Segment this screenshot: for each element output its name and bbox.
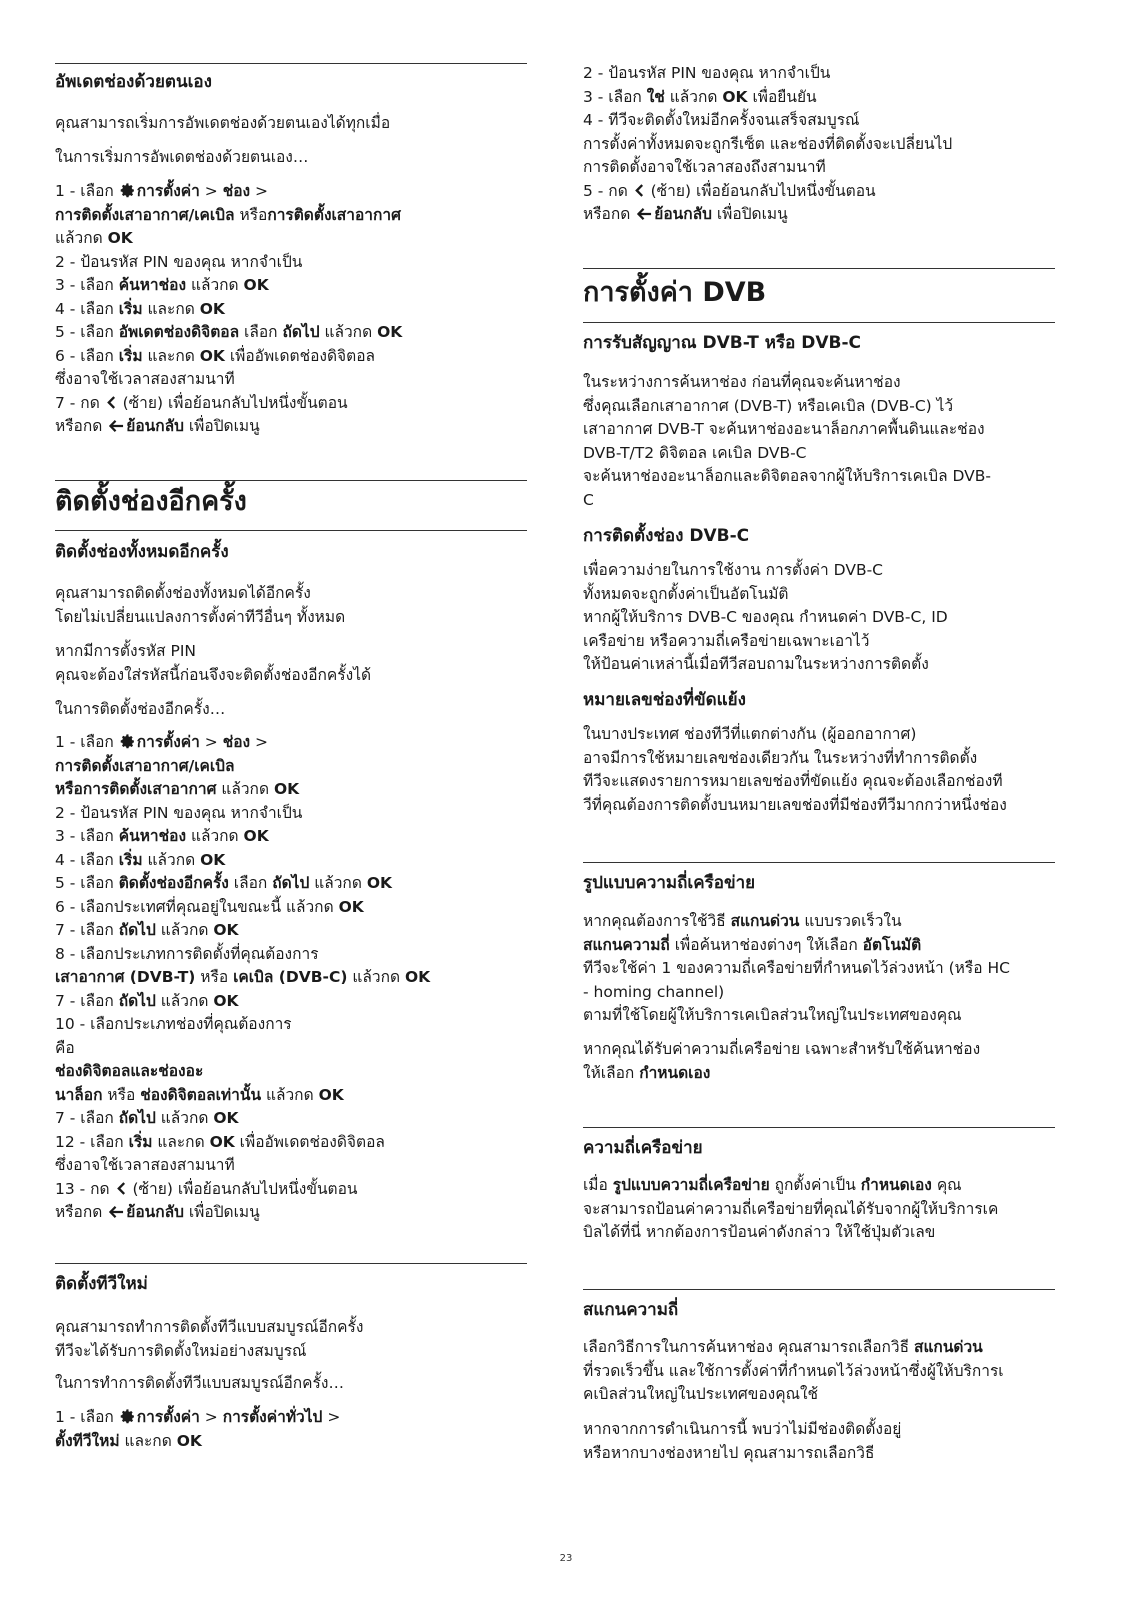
- step-4: 4 - ทีวีจะติดตั้งใหม่อีกครั้งจนเสร็จสมบูรณ์: [583, 111, 860, 129]
- text-line: ให้เลือก กำหนดเอง: [583, 1063, 711, 1082]
- paragraph-network-frequency-mode: [583, 910, 1010, 1028]
- text-line: โดยไม่เปลี่ยนแปลงการตั้งค่าทีวีอื่นๆ ทั้งหมด: [55, 607, 346, 626]
- heading-network-frequency-mode: รูปแบบความถี่เครือข่าย: [583, 873, 756, 893]
- section-rule: [583, 268, 1055, 269]
- step-1-cont: ตั้งทีวีใหม่ และกด OK: [55, 1431, 202, 1450]
- section-rule: [583, 1289, 1055, 1290]
- text-line: C: [583, 490, 594, 509]
- heading-update-manual: อัพเดตช่องด้วยตนเอง: [55, 72, 212, 92]
- text-line: ให้ป้อนค่าเหล่านี้เมื่อทีวีสอบถามในระหว่างการติดตั้ง: [583, 655, 929, 673]
- text-line: คเบิลส่วนใหญ่ในประเทศของคุณใช้: [583, 1385, 819, 1403]
- paragraph-frequency-scan: [583, 1336, 1004, 1407]
- step-1-cont: หรือการติดตั้งเสาอากาศ แล้วกด OK: [55, 780, 300, 798]
- text-line: วีที่คุณต้องการติดตั้งบนหมายเลขช่องที่มีช่องทีวีมากกว่าหนึ่งช่อง: [583, 795, 1007, 814]
- step-1: 1 - เลือก การตั้งค่า > ช่อง >: [55, 182, 269, 200]
- section-rule: [55, 1263, 527, 1264]
- heading-reinstall: ติดตั้งช่องอีกครั้ง: [55, 486, 247, 517]
- step-2: 2 - ป้อนรหัส PIN ของคุณ หากจำเป็น: [55, 252, 303, 271]
- paragraph-reception: [583, 371, 991, 512]
- step-8-cont: เสาอากาศ (DVB-T) หรือ เคเบิล (DVB-C) แล้วกด OK: [55, 968, 431, 986]
- text-line: หากคุณต้องการใช้วิธี สแกนด่วน แบบรวดเร็วใน: [583, 912, 902, 930]
- text-line: - homing channel): [583, 982, 725, 1001]
- back-arrow-icon: [109, 419, 124, 433]
- step-5: 5 - เลือก อัพเดตช่องดิจิตอล เลือก ถัดไป แล้วกด OK: [55, 323, 403, 341]
- text-line: ทีวีจะได้รับการติดตั้งใหม่อย่างสมบูรณ์: [55, 1341, 307, 1360]
- step-6-cont: ซึ่งอาจใช้เวลาสองสามนาที: [55, 370, 235, 388]
- heading-reinstall-all: ติดตั้งช่องทั้งหมดอีกครั้ง: [55, 542, 229, 562]
- step-1-cont: การติดตั้งเสาอากาศ/เคเบิล หรือการติดตั้งเสาอากาศ: [55, 205, 401, 224]
- step-10-cont: นาล็อก หรือ ช่องดิจิตอลเท่านั้น แล้วกด OK: [55, 1085, 344, 1104]
- paragraph-network-frequency: [583, 1174, 998, 1245]
- steps-reinstall-tv: [55, 1406, 340, 1453]
- step-4-cont: การติดตั้งอาจใช้เวลาสองถึงสามนาที: [583, 158, 826, 176]
- text-line: หากผู้ให้บริการ DVB-C ของคุณ กำหนดค่า DVB-C, ID: [583, 608, 948, 626]
- steps-update-manual: [55, 180, 402, 439]
- chevron-left-icon: [117, 1182, 126, 1195]
- step-4: 4 - เลือก เริ่ม แล้วกด OK: [55, 850, 226, 869]
- text-line: เพื่อความง่ายในการใช้งาน การตั้งค่า DVB-C: [583, 561, 883, 579]
- step-10-cont: ช่องดิจิตอลและช่องอะ: [55, 1062, 204, 1080]
- chevron-left-icon: [107, 396, 116, 409]
- text-line: หากจากการดำเนินการนี้ พบว่าไม่มีช่องติดตั้งอยู่: [583, 1420, 902, 1438]
- paragraph: [55, 640, 371, 687]
- step-12: 12 - เลือก เริ่ม และกด OK เพื่ออัพเดตช่องดิจิตอล: [55, 1132, 385, 1151]
- text-line: หากมีการตั้งรหัส PIN: [55, 642, 197, 660]
- step-7-cont: หรือกด ย้อนกลับ เพื่อปิดเมนู: [55, 417, 260, 435]
- heading-network-frequency: ความถี่เครือข่าย: [583, 1138, 703, 1158]
- step-4-cont: การตั้งค่าทั้งหมดจะถูกรีเซ็ต และช่องที่ติดตั้งจะเปลี่ยนไป: [583, 134, 953, 153]
- step-3: 3 - เลือก ใช่ แล้วกด OK เพื่อยืนยัน: [583, 87, 817, 106]
- text-line: เครือข่าย หรือความถี่เครือข่ายเฉพาะเอาไว้: [583, 631, 870, 650]
- text-line: ที่รวดเร็วขึ้น และใช้การตั้งค่าที่กำหนดไว้ล่วงหน้าซึ่งผู้ให้บริการเ: [583, 1361, 1004, 1380]
- heading-channel-conflict: หมายเลขช่องที่ขัดแย้ง: [583, 690, 746, 710]
- text-line: จะสามารถป้อนค่าความถี่เครือข่ายที่คุณได้รับจากผู้ให้บริการเค: [583, 1199, 999, 1218]
- page-number: 23: [559, 1553, 573, 1564]
- text-line: ในบางประเทศ ช่องทีวีที่แตกต่างกัน (ผู้ออกอากาศ): [583, 725, 917, 743]
- step-3: 3 - เลือก ค้นหาช่อง แล้วกด OK: [55, 276, 269, 294]
- step-11: 7 - เลือก ถัดไป แล้วกด OK: [55, 1109, 239, 1127]
- step-5: 5 - กด (ซ้าย) เพื่อย้อนกลับไปหนึ่งขั้นตอน: [583, 181, 876, 200]
- text-line: ในระหว่างการค้นหาช่อง ก่อนที่คุณจะค้นหาช่อง: [583, 373, 901, 391]
- text-line: เสาอากาศ DVB-T จะค้นหาช่องอะนาล็อกภาคพื้นดินและช่อง: [583, 420, 985, 438]
- gear-icon: [119, 733, 136, 750]
- step-3: 3 - เลือก ค้นหาช่อง แล้วกด OK: [55, 827, 269, 845]
- text-line: จะค้นหาช่องอะนาล็อกและดิจิตอลจากผู้ให้บริการเคเบิล DVB-: [583, 467, 991, 485]
- step-13: 13 - กด (ซ้าย) เพื่อย้อนกลับไปหนึ่งขั้นตอน: [55, 1179, 358, 1198]
- paragraph: ในการเริ่มการอัพเดตช่องด้วยตนเอง…: [55, 148, 309, 166]
- paragraph: [55, 582, 345, 629]
- gear-icon: [119, 182, 136, 199]
- paragraph: คุณสามารถเริ่มการอัพเดตช่องด้วยตนเองได้ทุกเมื่อ: [55, 114, 391, 132]
- heading-reception: การรับสัญญาณ DVB-T หรือ DVB-C: [583, 333, 861, 353]
- step-2: 2 - ป้อนรหัส PIN ของคุณ หากจำเป็น: [583, 64, 831, 82]
- text-line: ตามที่ใช้โดยผู้ให้บริการเคเบิลส่วนใหญ่ในประเทศของคุณ: [583, 1006, 962, 1024]
- step-1-cont: แล้วกด OK: [55, 229, 133, 247]
- step-6: 6 - เลือกประเทศที่คุณอยู่ในขณะนี้ แล้วกด OK: [55, 897, 364, 916]
- step-9: 7 - เลือก ถัดไป แล้วกด OK: [55, 991, 239, 1010]
- text-line: เลือกวิธีการในการค้นหาช่อง คุณสามารถเลือกวิธี สแกนด่วน: [583, 1338, 983, 1356]
- back-arrow-icon: [109, 1205, 124, 1219]
- step-12-cont: ซึ่งอาจใช้เวลาสองสามนาที: [55, 1156, 235, 1174]
- step-10-cont: คือ: [55, 1038, 75, 1057]
- paragraph: ในการติดตั้งช่องอีกครั้ง…: [55, 700, 226, 718]
- chevron-left-icon: [635, 184, 644, 197]
- text-line: คุณสามารถทำการติดตั้งทีวีแบบสมบูรณ์อีกครั้ง: [55, 1318, 364, 1336]
- step-7: 7 - เลือก ถัดไป แล้วกด OK: [55, 921, 239, 939]
- paragraph-frequency-scan-2: [583, 1418, 901, 1465]
- step-4: 4 - เลือก เริ่ม และกด OK: [55, 299, 225, 318]
- section-rule: [583, 1127, 1055, 1128]
- heading-frequency-scan: สแกนความถี่: [583, 1300, 679, 1320]
- step-5: 5 - เลือก ติดตั้งช่องอีกครั้ง เลือก ถัดไป แล้วกด OK: [55, 874, 392, 892]
- text-line: DVB-T/T2 ดิจิตอล เคเบิล DVB-C: [583, 443, 807, 462]
- heading-dvb-settings: การตั้งค่า DVB: [583, 277, 767, 308]
- step-8: 8 - เลือกประเภทการติดตั้งที่คุณต้องการ: [55, 944, 319, 963]
- step-1: 1 - เลือก การตั้งค่า > ช่อง >: [55, 733, 269, 751]
- text-line: คุณจะต้องใส่รหัสนี้ก่อนจึงจะติดตั้งช่องอีกครั้งได้: [55, 665, 372, 684]
- text-line: ทีวีจะแสดงรายการหมายเลขช่องที่ขัดแย้ง คุณจะต้องเลือกช่องที: [583, 772, 1003, 790]
- text-line: เมื่อ รูปแบบความถี่เครือข่าย ถูกตั้งค่าเป็น กำหนดเอง คุณ: [583, 1176, 962, 1194]
- step-5-cont: หรือกด ย้อนกลับ เพื่อปิดเมนู: [583, 205, 788, 223]
- text-line: หากคุณได้รับค่าความถี่เครือข่าย เฉพาะสำหรับใช้ค้นหาช่อง: [583, 1040, 981, 1058]
- step-1: 1 - เลือก การตั้งค่า > การตั้งค่าทั่วไป >: [55, 1408, 341, 1426]
- heading-reinstall-tv: ติดตั้งทีวีใหม่: [55, 1274, 148, 1294]
- paragraph: [55, 1316, 363, 1363]
- section-rule: [55, 480, 527, 481]
- text-line: บิลได้ที่นี่ หากต้องการป้อนค่าดังกล่าว ให้ใช้ปุ่มตัวเลข: [583, 1223, 936, 1241]
- text-line: ทีวีจะใช้ค่า 1 ของความถี่เครือข่ายที่กำหนดไว้ล่วงหน้า (หรือ HC: [583, 959, 1010, 977]
- steps-reinstall-tv-cont: [583, 62, 952, 227]
- text-line: อาจมีการใช้หมายเลขช่องเดียวกัน ในระหว่างที่ทำการติดตั้ง: [583, 748, 978, 767]
- text-line: หรือหากบางช่องหายไป คุณสามารถเลือกวิธี: [583, 1443, 875, 1462]
- paragraph: ในการทำการติดตั้งทีวีแบบสมบูรณ์อีกครั้ง…: [55, 1374, 344, 1392]
- step-1-cont: การติดตั้งเสาอากาศ/เคเบิล: [55, 756, 235, 775]
- step-10: 10 - เลือกประเภทช่องที่คุณต้องการ: [55, 1015, 292, 1033]
- text-line: สแกนความถี่ เพื่อค้นหาช่องต่างๆ ให้เลือก อัตโนมัติ: [583, 935, 922, 954]
- step-7: 7 - กด (ซ้าย) เพื่อย้อนกลับไปหนึ่งขั้นตอน: [55, 393, 348, 412]
- text-line: ทั้งหมดจะถูกตั้งค่าเป็นอัตโนมัติ: [583, 584, 789, 603]
- section-rule: [583, 862, 1055, 863]
- paragraph-channel-conflict: [583, 723, 1007, 817]
- gear-icon: [119, 1408, 136, 1425]
- step-2: 2 - ป้อนรหัส PIN ของคุณ หากจำเป็น: [55, 803, 303, 822]
- section-rule: [55, 63, 527, 64]
- section-rule: [55, 530, 527, 531]
- paragraph-dvb-c-install: [583, 559, 948, 677]
- step-6: 6 - เลือก เริ่ม และกด OK เพื่ออัพเดตช่องดิจิตอล: [55, 346, 376, 365]
- steps-reinstall: [55, 731, 430, 1225]
- heading-dvb-c-install: การติดตั้งช่อง DVB-C: [583, 526, 750, 546]
- section-rule: [583, 322, 1055, 323]
- text-line: ซึ่งคุณเลือกเสาอากาศ (DVB-T) หรือเคเบิล (DVB-C) ไว้: [583, 396, 954, 415]
- text-line: คุณสามารถติดตั้งช่องทั้งหมดได้อีกครั้ง: [55, 584, 311, 602]
- paragraph-network-frequency-manual: [583, 1038, 980, 1085]
- step-13-cont: หรือกด ย้อนกลับ เพื่อปิดเมนู: [55, 1203, 260, 1221]
- back-arrow-icon: [637, 207, 652, 221]
